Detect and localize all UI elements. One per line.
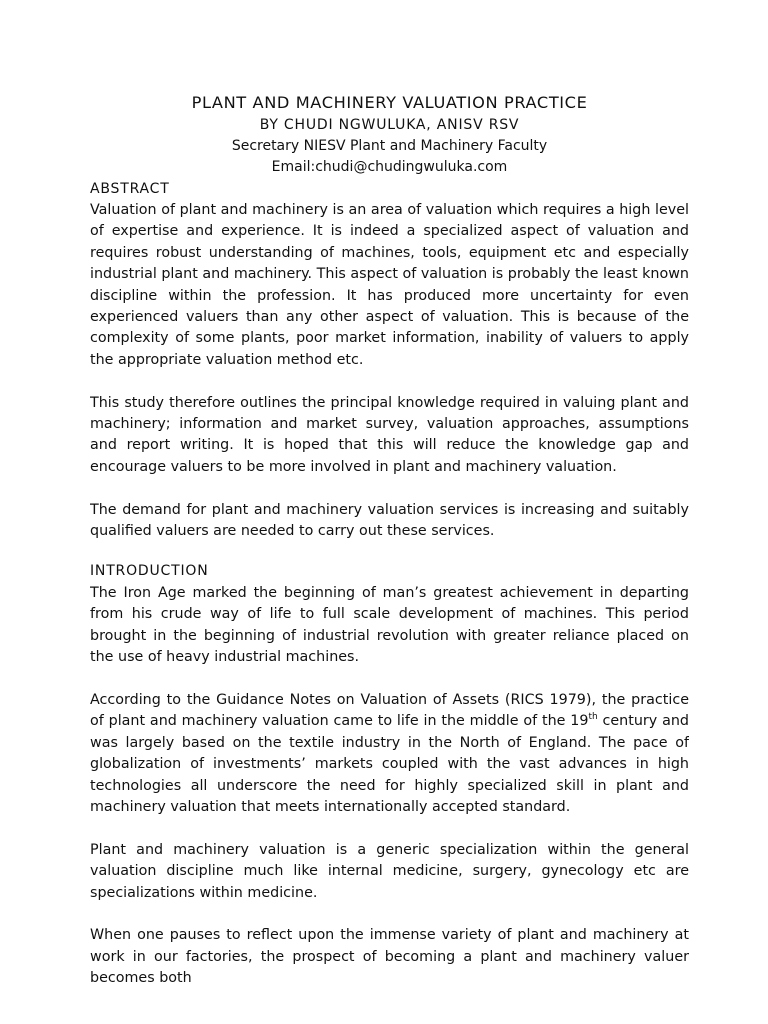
ordinal-superscript: th [588, 712, 598, 723]
abstract-heading: ABSTRACT [90, 180, 170, 197]
abstract-paragraph-1: Valuation of plant and machinery is an area of valuation which requires a high level of expertise and experience. It is indeed a specialized aspect of valuation and requires robust understanding of machines, tools, equipment etc and especially industrial plant and machinery. This aspect of valuation is probably the least known discipline within the profession. It has produced more uncertainty for even experienced valuers than any other aspect of valuation. This is because of the complexity of some plants, poor market information, inability of valuers to apply the appropriate valuation method etc. [90, 202, 689, 368]
document-header [90, 92, 689, 179]
author-byline: BY CHUDI NGWULUKA, ANISV RSV [259, 117, 520, 133]
abstract-paragraph-2: This study therefore outlines the principal knowledge required in valuing plant and machinery; information and market survey, valuation approaches, assumptions and report writing. It is hoped that this will reduce the knowledge gap and encourage valuers to be more involved in plant and machinery valuation. [90, 394, 689, 475]
introduction-heading: INTRODUCTION [90, 563, 209, 580]
abstract-paragraph-3: The demand for plant and machinery valuation services is increasing and suitably qualified valuers are needed to carry out these services. [90, 501, 689, 540]
introduction-paragraph-1: The Iron Age marked the beginning of man’s greatest achievement in departing from his crude way of life to full scale development of machines. This period brought in the beginning of industrial revolution with greater reliance placed on the use of heavy industrial machines. [90, 584, 689, 666]
paragraph-text-after-superscript: century and was largely based on the textile industry in the North of England. The pace of globalization of investments’ markets coupled with the vast advances in high technologies all underscore the need for highly specialized skill in plant and machinery valuation that meets internationally accepted standard. [90, 713, 689, 815]
document-page [90, 92, 689, 1024]
introduction-paragraph-3: Plant and machinery valuation is a generic specialization within the general valuation discipline much like internal medicine, surgery, gynecology etc are specializations within medicine. [90, 841, 689, 901]
author-email: Email:chudi@chudingwuluka.com [271, 159, 508, 176]
author-affiliation: Secretary NIESV Plant and Machinery Faculty [231, 138, 548, 155]
document-title: PLANT AND MACHINERY VALUATION PRACTICE [191, 93, 588, 112]
paragraph-text-before-superscript: According to the Guidance Notes on Valuation of Assets (RICS 1979), the practice of plant and machinery valuation came to life in the middle of the 19 [90, 691, 689, 730]
introduction-paragraph-4: When one pauses to reflect upon the immense variety of plant and machinery at work in our factories, the prospect of becoming a plant and machinery valuer becomes both [90, 927, 689, 987]
introduction-paragraph-2 [90, 690, 689, 818]
